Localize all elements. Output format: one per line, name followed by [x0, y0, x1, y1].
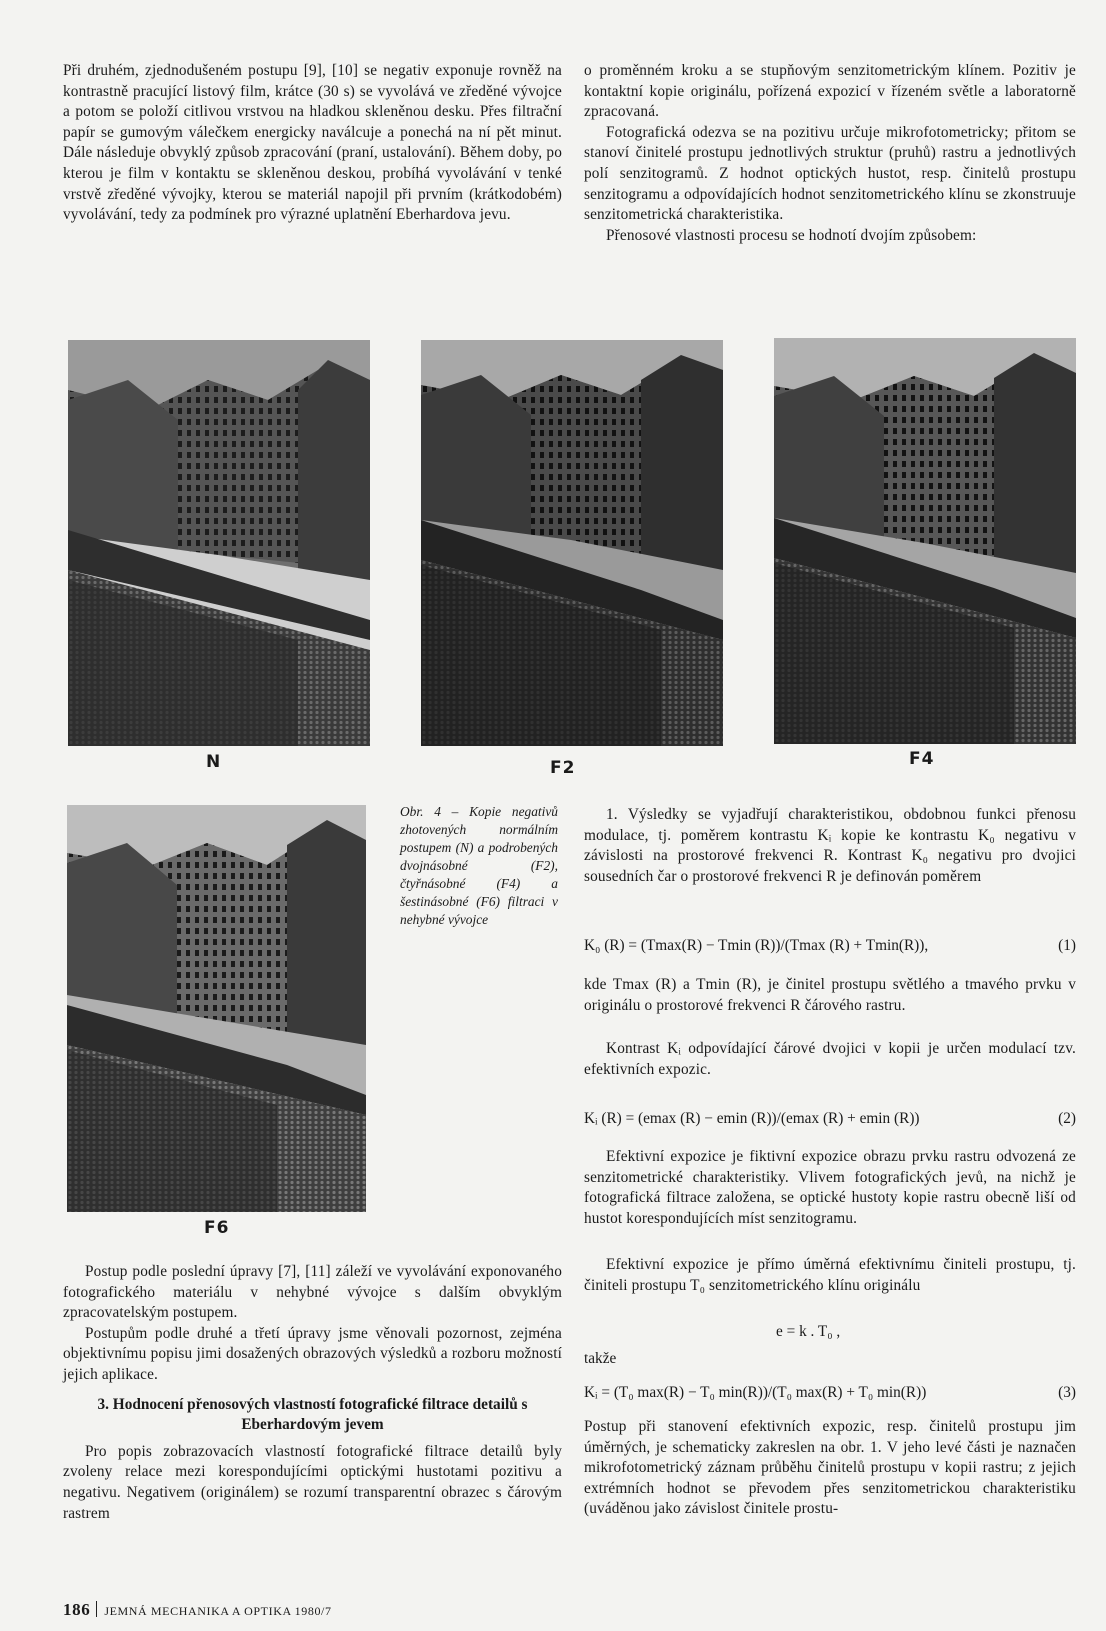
section-heading: 3. Hodnocení přenosových vlastností fotografické filtrace detailů s Eberhardovým jevem	[97, 1395, 528, 1434]
photo-label-f4: F4	[909, 749, 935, 769]
paragraph: Kontrast Kᵢ odpovídající čárové dvojici v kopii je určen modulací tzv. efektivních expozic.	[584, 1040, 1076, 1078]
equation-1	[584, 936, 1076, 956]
paragraph: Efektivní expozice je přímo úměrná efektivnímu činiteli prostupu, tj. činiteli prostupu T₀ senzitometrického klínu originálu	[584, 1256, 1076, 1294]
paragraph: 1. Výsledky se vyjadřují charakteristikou, obdobnou funkci přenosu modulace, tj. poměrem kontrastu Kᵢ kopie ke kontrastu K₀ negativu v závislosti na prostorové frekvenci R. Kontrast K₀ negativu pro dvojici sousedních čar o prostorové frekvenci R je definován poměrem	[584, 806, 1076, 885]
footer-divider	[96, 1601, 97, 1617]
equation-e-text: e = k . T₀ ,	[776, 1323, 841, 1340]
street-scene-image	[68, 340, 370, 746]
photo-f2	[421, 340, 723, 746]
photo-label-f2: F2	[550, 758, 576, 778]
left-column-bottom	[63, 1262, 562, 1524]
caption-text: Obr. 4 – Kopie negativů zhotovených normálním postupem (N) a podrobených dvojnásobné (F2), čtyřnásobné (F4) a šestinásobné (F6) filtraci v nehybné vývojce	[400, 804, 558, 927]
equation-2	[584, 1109, 1076, 1129]
street-scene-image	[421, 340, 723, 746]
paragraph: Pro popis zobrazovacích vlastností fotografické filtrace detailů byly zvoleny relace mezi korespondujícími optickými hustotami pozitivu a negativu. Negativem (originálem) se rozumí transparentní obrazec s čárovým rastrem	[63, 1442, 562, 1522]
photo-label-n: N	[206, 752, 222, 772]
journal-name: JEMNÁ MECHANIKA A OPTIKA 1980/7	[104, 1604, 332, 1618]
left-column-top	[63, 61, 562, 226]
page-number: 186	[63, 1600, 91, 1619]
paragraph: kde Tmax (R) a Tmin (R), je činitel prostupu světlého a tmavého prvku v originálu o prostorové frekvenci R čárového rastru.	[584, 976, 1076, 1014]
paragraph: Fotografická odezva se na pozitivu určuje mikrofotometricky; přitom se stanoví činitelé prostupu jednotlivých struktur (pruhů) rastru a jednotlivých polí senzitogramů. Z hodnot optických hustot, resp. činitelů prostupu senzitogramu a odpovídajících hodnot senzitometrického klínu se zkonstruuje senzitometrická charakteristika.	[584, 123, 1076, 224]
equation-2-text: Kᵢ (R) = (emax (R) − emin (R))/(emax (R) + emin (R))	[584, 1110, 920, 1127]
street-scene-image	[774, 338, 1076, 744]
page-footer	[63, 1600, 332, 1620]
photo-f6	[67, 805, 366, 1212]
right-column-top	[584, 61, 1076, 246]
photo-n	[68, 340, 370, 746]
equation-e	[776, 1322, 840, 1342]
paragraph: Efektivní expozice je fiktivní expozice obrazu prvku rastru odvozená ze senzitometrické charakteristiky. Vlivem fotografických jevů, na nichž je fotografická filtrace založena, se optické hustoty kopie rastru obecně liší od hustot korespondujících míst senzitogramu.	[584, 1148, 1076, 1227]
equation-3	[584, 1383, 1076, 1403]
photo-f4	[774, 338, 1076, 744]
paragraph: Přenosové vlastnosti procesu se hodnotí dvojím způsobem:	[606, 226, 977, 244]
equation-1-text: K₀ (R) = (Tmax(R) − Tmin (R))/(Tmax (R) + Tmin(R)),	[584, 937, 929, 954]
photo-label-f6: F6	[204, 1218, 230, 1238]
right-column-bottom	[584, 805, 1076, 1595]
paragraph: Postup při stanovení efektivních expozic, resp. činitelů prostupu jim úměrných, je schematicky zakreslen na obr. 1. V jeho levé části je naznačen mikrofotometrický záznam průběhu činitelů prostupu v kopii rastru; z jejich extrémních hodnot se převodem přes senzitometrickou charakteristiku (uváděnou jako závislost činitele prostu-	[584, 1418, 1076, 1518]
takze-word: takže	[584, 1350, 617, 1367]
figure-caption	[400, 803, 558, 929]
paragraph: Postupům podle druhé a třetí úpravy jsme věnovali pozornost, zejména objektivnímu popisu jimi dosažených obrazových výsledků a rozboru možností jejich aplikace.	[63, 1324, 562, 1383]
paragraph: o proměnném kroku a se stupňovým senzitometrickým klínem. Pozitiv je kontaktní kopie originálu, pořízená expozicí v řízeném světle a laboratorně zpracovaná.	[584, 62, 1076, 121]
equation-2-number: (2)	[1058, 1110, 1076, 1127]
street-scene-image	[67, 805, 366, 1212]
paragraph: Při druhém, zjednodušeném postupu [9], [10] se negativ exponuje rovněž na kontrastně pracující listový film, krátce (30 s) se vyvolává ve zředěné vývojce a potom se položí citlivou vrstvou na hladkou skleněnou desku. Přes filtrační papír se gumovým válečkem energicky naválcuje a ponechá na ní pět minut. Dále následuje obvyklý způsob zpracování (praní, ustalování). Během doby, po kterou je film v kontaktu se skleněnou deskou, probíhá vyvolávání v tenké vrstvě zředěné vývojky, kterou se materiál napojil při prvním (krátkodobém) vyvolávání, tedy za podmínek pro výrazné uplatnění Eberhardova jevu.	[63, 62, 562, 224]
equation-3-text: Kᵢ = (T₀ max(R) − T₀ min(R))/(T₀ max(R) + T₀ min(R))	[584, 1384, 927, 1401]
paragraph: Postup podle poslední úpravy [7], [11] záleží ve vyvolávání exponovaného fotografického materiálu v nehybné vývojce s dalším obvyklým zpracovatelským postupem.	[63, 1263, 562, 1322]
equation-1-number: (1)	[1058, 937, 1076, 954]
equation-3-number: (3)	[1058, 1384, 1076, 1401]
